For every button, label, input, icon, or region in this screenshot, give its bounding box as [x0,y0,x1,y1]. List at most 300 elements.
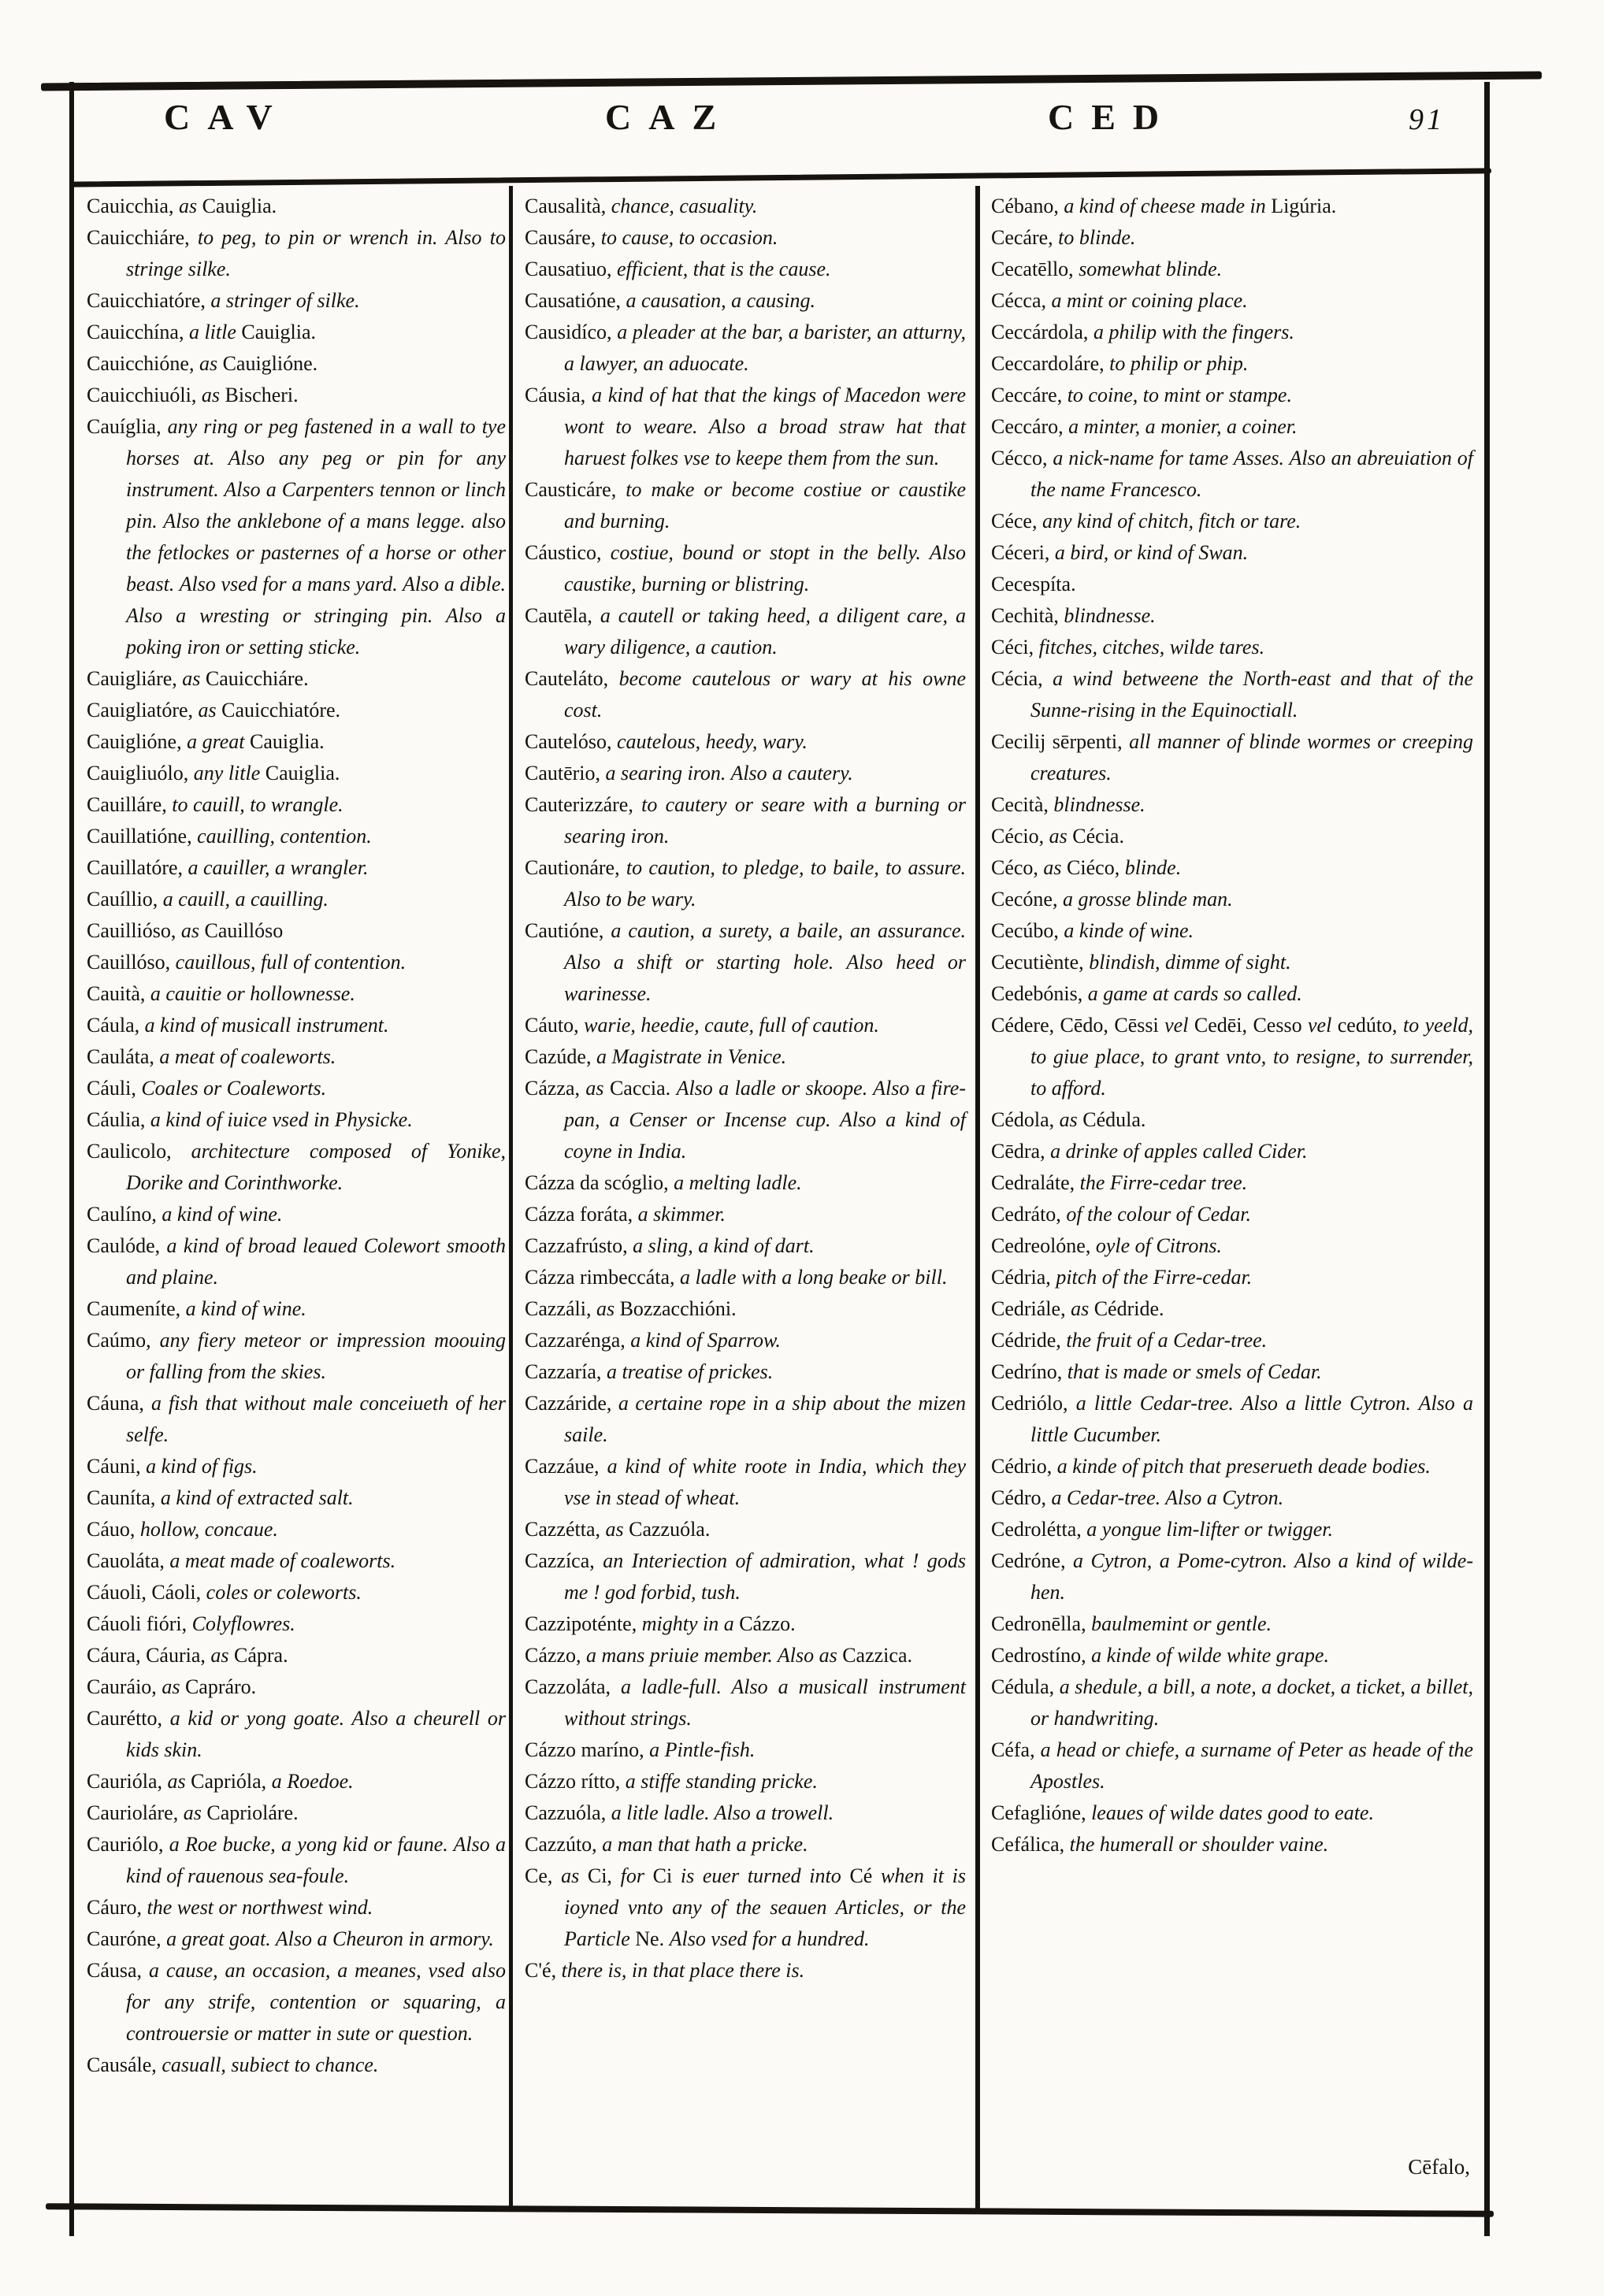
text-run: a treatise of prickes. [606,1360,774,1383]
text-run: a causation, a causing. [626,289,816,312]
text-run: as [561,1864,588,1887]
page-number: 91 [1409,103,1445,136]
text-run: Cauníta, [87,1486,161,1509]
text-run: Cedraláte, [991,1171,1080,1194]
text-run: the west or northwest wind. [147,1896,373,1919]
text-run: Cauíllio, [87,888,163,911]
text-run: efficient, that is the cause. [617,258,831,280]
text-run: a cause, an occasion, a meanes, vsed also for any strife, contention or squaring, a controuersie or matter in sute or question. [126,1959,507,2045]
text-run: a kinde of wilde white grape. [1091,1644,1329,1667]
text-run: Cefálica, [991,1833,1070,1856]
dictionary-entry [525,1262,966,1293]
text-run: Causále, [87,2053,162,2076]
dictionary-entry [87,1766,506,1797]
text-run: to blinde. [1058,226,1136,249]
text-run: Coales or Coaleworts. [141,1077,327,1100]
text-run: a head or chiefe, a surname of Peter as heade of the Apostles. [1030,1738,1473,1793]
text-run: a little Cedar-tree. Also a little Cytron. Also a little Cucumber. [1030,1392,1473,1446]
text-run: Bischeri. [225,384,299,406]
text-run: Cázzo. [739,1612,796,1635]
text-run: chance, casuality. [611,195,758,217]
text-run: Cedreolóne, [991,1234,1096,1257]
dictionary-entry [991,1545,1473,1608]
dictionary-entry [525,915,966,1010]
text-run: Cazzáli, [525,1297,596,1320]
text-run: Caulóde, [87,1234,167,1257]
text-run: as [199,352,223,375]
text-run: Cauriólo, [87,1833,169,1856]
text-run: Cauiglióne. [222,352,318,375]
dictionary-entry [87,1388,506,1451]
text-run: a ladle with a long beake or bill. [680,1266,948,1289]
text-run: Cáuto, [525,1014,585,1037]
dictionary-entry [87,285,506,317]
text-run: Cauíglia, [87,415,168,438]
text-run: a kind of broad leaued Colewort smooth and plaine. [126,1234,506,1289]
dictionary-entry [525,1514,966,1545]
text-run: Céce, [991,510,1042,532]
text-run: as [162,1675,185,1698]
text-run: cedúto, [1337,1014,1403,1037]
text-run: Cauicchiáre. [205,667,309,690]
text-run: warie, heedie, caute, full of caution. [584,1014,879,1037]
dictionary-entry [87,947,506,978]
text-run: Ceccáre, [991,384,1067,406]
dictionary-entry [991,663,1473,726]
dictionary-entry [991,852,1473,884]
dictionary-entry [87,1230,506,1293]
text-run: Cauicchiatóre. [221,699,341,721]
text-run: a Magistrate in Venice. [596,1045,787,1068]
text-run: Cázzo, [525,1644,586,1667]
dictionary-entry [525,317,966,380]
text-run: become cautelous or wary at his owne cost. [564,667,967,721]
text-run: Cazzarénga, [525,1329,631,1352]
dictionary-column-1 [87,191,506,2081]
text-run: as [605,1518,629,1541]
text-run: Cauiglia. [265,762,340,784]
text-run: blindish, dimme of sight. [1089,951,1291,974]
text-run: is euer turned into [680,1864,850,1887]
text-run: Cé [849,1864,881,1887]
text-run: Cecáre, [991,226,1059,249]
text-run: a searing iron. Also a cautery. [605,762,853,784]
text-run: Cáuro, [87,1896,147,1919]
dictionary-entry [991,1797,1473,1829]
text-run: Cáuli, [87,1077,142,1100]
text-run: a stiffe standing pricke. [625,1770,818,1793]
column-divider-2 [975,186,980,2209]
dictionary-entry [525,1041,966,1073]
text-run: a cauiller, a wrangler. [188,856,369,879]
dictionary-entry [525,1293,966,1325]
text-run: a kind of cheese made in [1064,195,1272,217]
header-guide-caz: CAZ [605,97,734,137]
catchword: Cēfalo, [1408,2155,1470,2179]
dictionary-entry [87,915,506,947]
dictionary-entry [87,1482,506,1514]
text-run: as [198,699,222,721]
text-run: a kind of iuice vsed in Physicke. [150,1108,413,1131]
dictionary-entry [991,915,1473,947]
dictionary-entry [525,1356,966,1388]
text-run: Cauláta, [87,1045,160,1068]
text-run: to peg, to pin or wrench in. Also to stringe silke. [126,226,506,280]
text-run: a fish that without male conceiueth of her selfe. [126,1392,507,1446]
dictionary-entry [991,285,1473,317]
text-run: Cázzo maríno, [525,1738,650,1761]
text-run: as [167,1770,191,1793]
text-run: Cecúbo, [991,919,1064,942]
text-run: a kind of figs. [146,1455,258,1478]
text-run: Cédride, [991,1329,1067,1352]
dictionary-entry [525,191,966,222]
dictionary-entry [525,726,966,758]
text-run: Ceccáro, [991,415,1069,438]
text-run: a kind of extracted salt. [160,1486,354,1509]
dictionary-entry [991,1325,1473,1356]
text-run: Caccia. [609,1077,677,1100]
text-run: Cazzétta, [525,1518,606,1541]
dictionary-entry [525,285,966,317]
text-run: Cedráto, [991,1203,1067,1226]
text-run: a minter, a monier, a coiner. [1068,415,1298,438]
top-border-rule [41,72,1542,91]
dictionary-entry [991,569,1473,600]
dictionary-entry [525,1230,966,1262]
text-run: as [585,1077,610,1100]
text-run: Ci [652,1864,681,1887]
text-run: Cédride. [1093,1297,1164,1320]
dictionary-entry [525,758,966,789]
text-run: Capráro. [184,1675,257,1698]
dictionary-entry [991,1293,1473,1325]
dictionary-entry [525,1640,966,1671]
text-run: to philip or phip. [1109,352,1249,375]
text-run: any fiery meteor or impression moouing or falling from the skies. [126,1329,506,1383]
text-run: Cauicchia, [87,195,179,217]
dictionary-entry [87,789,506,821]
dictionary-entry [991,632,1473,663]
text-run: architecture composed of Yonike, Dorike and Corinthworke. [126,1140,506,1194]
text-run: Cázzo rítto, [525,1770,626,1793]
text-run: Cauilláre, [87,793,173,816]
dictionary-entry [87,821,506,852]
text-run: Cautionáre, [525,856,626,879]
dictionary-entry [525,1010,966,1041]
dictionary-entry [991,1734,1473,1797]
text-run: Ceccárdola, [991,321,1093,343]
text-run: Cédola, [991,1108,1060,1131]
column-divider-1 [509,186,513,2209]
text-run: Cauicchióne, [87,352,199,375]
text-run: Cecatēllo, [991,258,1079,280]
text-run: Caumeníte, [87,1297,186,1320]
text-run: a caution, a surety, a baile, an assurance. Also a shift or starting hole. Also heed or warinesse. [564,919,966,1005]
text-run: Céci, [991,636,1039,658]
dictionary-entry [525,1545,966,1608]
dictionary-entry [991,1136,1473,1167]
dictionary-entry [87,2049,506,2081]
text-run: Cáustico, [525,541,611,564]
text-run: Ligúria. [1271,195,1337,217]
text-run: Cedronēlla, [991,1612,1092,1635]
text-run: as [201,384,225,406]
text-run: Cáuoli, Cáoli, [87,1581,206,1604]
text-run: Cédere, Cēdo, Cēssi [991,1014,1165,1037]
dictionary-entry [525,1797,966,1829]
text-run: leaues of wilde dates good to eate. [1091,1801,1374,1824]
dictionary-entry [991,411,1473,443]
text-run: a great goat. Also a Cheuron in armory. [166,1927,494,1950]
text-run: Causatiuo, [525,258,617,280]
text-run: Cefaglióne, [991,1801,1092,1824]
text-run: Cedriólo, [991,1392,1076,1415]
dictionary-column-2 [525,191,966,1986]
text-run: Cedróne, [991,1549,1074,1572]
dictionary-entry [991,506,1473,537]
text-run: Cazzoláta, [525,1675,622,1698]
text-run: the Firre-cedar tree. [1079,1171,1248,1194]
text-run: Cedebónis, [991,982,1088,1005]
text-run: Cáula, [87,1014,145,1037]
text-run: Cécca, [991,289,1052,312]
text-run: as [182,667,206,690]
text-run: Cébano, [991,195,1064,217]
text-run: Cédrio, [991,1455,1057,1478]
text-run: a skimmer. [637,1203,726,1226]
text-run: a Roe bucke, a yong kid or faune. Also a kind of rauenous sea-foule. [126,1833,506,1887]
dictionary-entry [991,1230,1473,1262]
dictionary-entry [525,852,966,915]
text-run: Céco, [991,856,1044,879]
dictionary-entry [87,695,506,726]
text-run: a Cytron, a Pome-cytron. Also a kind of wilde-hen. [1030,1549,1473,1604]
dictionary-entry [525,789,966,852]
text-run: Cauillatóre, [87,856,188,879]
text-run: a kinde of pitch that preserueth deade bodies. [1056,1455,1431,1478]
dictionary-entry [991,443,1473,506]
text-run: to caution, to pledge, to baile, to assure. Also to be wary. [564,856,966,911]
text-run: as [1049,825,1073,848]
header-guide-cav: CAV [164,97,290,137]
text-run: a mans priuie member. Also as [585,1644,843,1667]
text-run: coles or coleworts. [206,1581,362,1604]
text-run: Causticáre, [525,478,626,501]
dictionary-entry [87,758,506,789]
dictionary-entry [991,317,1473,348]
dictionary-entry [991,789,1473,821]
header-guide-ced: CED [1048,97,1177,137]
text-run: Cauità, [87,982,150,1005]
text-run: a kinde of wine. [1064,919,1194,942]
text-run: Cáuni, [87,1455,147,1478]
text-run: a kid or yong goate. Also a cheurell or kids skin. [126,1707,506,1761]
text-run: Cécia, [991,667,1053,690]
dictionary-entry [87,1955,506,2049]
dictionary-entry [991,1388,1473,1451]
text-run: Cédula. [1082,1108,1146,1131]
text-run: Cauiglia. [241,321,316,343]
dictionary-entry [525,1388,966,1451]
text-run: Cáuoli fióri, [87,1612,192,1635]
text-run: Cauicchiatóre, [87,289,211,312]
dictionary-entry [87,317,506,348]
text-run: Cēdra, [991,1140,1051,1163]
dictionary-entry [525,1199,966,1230]
text-run: Ce, [525,1864,562,1887]
text-run: Cazzica. [842,1644,912,1667]
text-run: Ciéco, [1067,856,1125,879]
text-run: C'é, [525,1959,562,1982]
text-run: a melting ladle. [674,1171,802,1194]
text-run: pitch of the Firre-cedar. [1056,1266,1253,1289]
text-run: as [178,195,202,217]
text-run: Ceccardoláre, [991,352,1110,375]
dictionary-column-3 [991,191,1473,1860]
text-run: to cause, to occasion. [600,226,778,249]
text-run: Cauillatióne, [87,825,198,848]
text-run: a cauill, a cauilling. [162,888,329,911]
dictionary-entry [991,726,1473,789]
text-run: a meat of coaleworts. [159,1045,336,1068]
dictionary-entry [991,254,1473,285]
text-run: as [180,919,205,942]
page-border-right [1484,82,1490,2236]
dictionary-entry [525,1325,966,1356]
dictionary-entry [991,537,1473,569]
text-run: Cécio, [991,825,1049,848]
dictionary-entry [525,1860,966,1955]
text-run: Cázza, [525,1077,586,1100]
dictionary-entry [87,1136,506,1199]
text-run: Cecóne, [991,888,1063,911]
dictionary-entry [525,1766,966,1797]
text-run: to cautery or seare with a burning or searing iron. [564,793,966,848]
text-run: any litle [193,762,265,784]
text-run: Cazzáue, [525,1455,607,1478]
text-run: Cazzáride, [525,1392,618,1415]
text-run: Cauigliáre, [87,667,183,690]
text-run: Cáura, Cáuria, [87,1644,211,1667]
dictionary-entry [991,947,1473,978]
dictionary-entry [87,1451,506,1482]
text-run: Cauillióso, [87,919,181,942]
text-run: casuall, subiect to chance. [162,2053,379,2076]
dictionary-entry [87,1545,506,1577]
dictionary-entry [87,222,506,285]
text-run: any kind of chitch, fitch or tare. [1041,510,1301,532]
dictionary-entry [991,884,1473,915]
text-run: Cauráio, [87,1675,162,1698]
text-run: Cáulia, [87,1108,150,1131]
text-run: Caprióla, [191,1770,272,1793]
dictionary-entry [991,1199,1473,1230]
text-run: mighty in a [641,1612,740,1635]
dictionary-entry [87,1608,506,1640]
text-run: Cazzíca, [525,1549,603,1572]
text-run: Causáre, [525,226,601,249]
dictionary-entry [87,978,506,1010]
dictionary-entry [525,222,966,254]
text-run: Cázza foráta, [525,1203,638,1226]
dictionary-entry [87,1199,506,1230]
text-run: Céceri, [991,541,1055,564]
text-run: Cédula, [991,1675,1060,1698]
text-run: cautelous, heedy, wary. [617,730,808,753]
dictionary-entry [87,1010,506,1041]
text-run: a kind of wine. [185,1297,306,1320]
text-run: fitches, citches, wilde tares. [1038,636,1265,658]
text-run: Cauicchína, [87,321,189,343]
dictionary-entry [991,1514,1473,1545]
dictionary-entry [87,1325,506,1388]
text-run: Cedríno, [991,1360,1067,1383]
text-run: a cautell or taking heed, a diligent care, a wary diligence, a caution. [564,604,966,658]
dictionary-entry [87,1293,506,1325]
text-run: Caurioláre, [87,1801,184,1824]
dictionary-entry [87,1577,506,1608]
text-run: Céfa, [991,1738,1041,1761]
dictionary-entry [991,1104,1473,1136]
dictionary-entry [87,411,506,663]
text-run: a great [187,730,251,753]
text-run: Cauigliatóre, [87,699,199,721]
text-run: a philip with the fingers. [1093,321,1294,343]
text-run: Cédro, [991,1486,1052,1509]
dictionary-entry [525,1955,966,1986]
text-run: a kind of hat that the kings of Macedon were wont to weare. Also a broad straw hat that haruest folkes vse to keepe them from the sun. [564,384,967,469]
dictionary-entry [87,380,506,411]
dictionary-entry [87,1671,506,1703]
text-run: Cauiglia. [250,730,325,753]
dictionary-entry [87,726,506,758]
dictionary-entry [87,1041,506,1073]
text-run: a meat made of coaleworts. [169,1549,396,1572]
text-run: a Pintle-fish. [649,1738,756,1761]
text-run: Cauillóso [204,919,284,942]
dictionary-entry [525,600,966,663]
text-run: Caurióla, [87,1770,168,1793]
text-run: Also a ladle or skoope. Also a fire-pan, a Censer or Incense cup. Also a kind of coyne in India. [564,1077,966,1163]
text-run: Cécco, [991,447,1053,469]
text-run: a man that hath a pricke. [602,1833,808,1856]
dictionary-entry [525,663,966,726]
text-run: a game at cards so called. [1087,982,1302,1005]
text-run: as [1071,1297,1094,1320]
dictionary-entry [991,978,1473,1010]
text-run: when it is ioyned vnto any of the seauen Articles, or the Particle [564,1864,967,1950]
dictionary-entry [991,1829,1473,1860]
text-run: Cázza rimbeccáta, [525,1266,681,1289]
dictionary-entry [991,600,1473,632]
text-run: Bozzacchióni. [619,1297,737,1320]
text-run: Cazzuóla, [525,1801,611,1824]
text-run: Cáuo, [87,1518,140,1541]
text-run: a nick-name for tame Asses. Also an abreuiation of the name Francesco. [1030,447,1474,501]
dictionary-entry [991,1167,1473,1199]
dictionary-entry [991,1671,1473,1734]
text-run: Cautióne, [525,919,611,942]
text-run: a yongue lim-lifter or twigger. [1086,1518,1333,1541]
text-run: a kind of wine. [162,1203,283,1226]
text-run: Cazzafrústo, [525,1234,633,1257]
text-run: Cautērio, [525,762,606,784]
text-run: to coine, to mint or stampe. [1067,384,1292,406]
dictionary-entry [87,663,506,695]
text-run: an Interiection of admiration, what ! gods me ! god forbid, tush. [564,1549,967,1604]
text-run: Cécia. [1072,825,1124,848]
